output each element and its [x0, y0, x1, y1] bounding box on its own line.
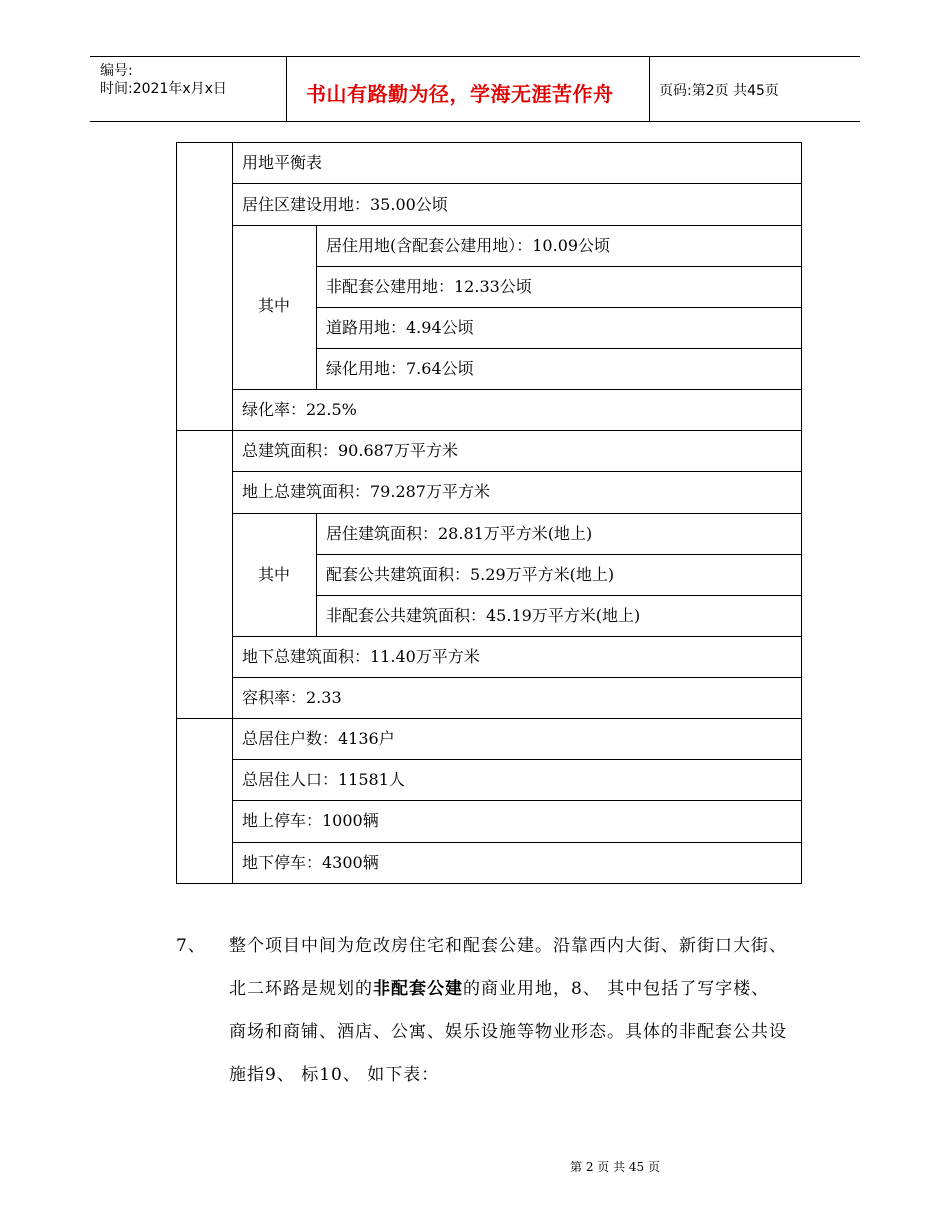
table-border-left: [176, 142, 177, 884]
row-line: [232, 800, 802, 801]
row-line: [232, 677, 802, 678]
row-line: [232, 183, 802, 184]
row-line: [232, 636, 802, 637]
land-item: 非配套公建用地：12.33公顷: [326, 277, 532, 296]
sub-row-line: [316, 307, 802, 308]
household-count: 总居住户数：4136户: [242, 729, 395, 748]
total-floor-area: 总建筑面积：90.687万平方米: [242, 441, 458, 460]
header-top-rule: [90, 56, 860, 57]
page-footer: 第 2 页 共 45 页: [570, 1160, 660, 1174]
paragraph-text: 的商业用地，8、 其中包括了写字楼、: [463, 979, 770, 999]
paragraph-line: 商场和商铺、酒店、公寓、娱乐设施等物业形态。具体的非配套公共设: [229, 1022, 787, 1042]
land-total: 居住区建设用地：35.00公顷: [242, 195, 448, 214]
underground-parking: 地下停车：4300辆: [242, 853, 379, 872]
area-group-divider: [316, 513, 317, 637]
header-motto: 书山有路勤为径，学海无涯苦作舟: [306, 82, 614, 106]
row-line: [232, 842, 802, 843]
row-line: [232, 513, 802, 514]
doc-time-label: 时间:2021年x月x日: [100, 81, 227, 97]
floor-area-ratio: 容积率：2.33: [242, 688, 342, 707]
area-group-label: 其中: [258, 565, 291, 584]
paragraph-bold-term: 非配套公建: [373, 979, 463, 999]
row-line: [232, 759, 802, 760]
underground-area: 地下总建筑面积：11.40万平方米: [242, 647, 480, 666]
section-divider-1: [176, 430, 802, 431]
paragraph-line: 整个项目中间为危改房住宅和配套公建。沿靠西内大街、新街口大街、: [229, 936, 787, 956]
green-rate: 绿化率：22.5%: [242, 400, 357, 419]
above-ground-area: 地上总建筑面积：79.287万平方米: [242, 482, 490, 501]
land-item: 居住用地(含配套公建用地）：10.09公顷: [326, 236, 611, 255]
header-divider-right: [649, 56, 650, 122]
row-line: [232, 225, 802, 226]
sub-row-line: [316, 348, 802, 349]
doc-number-label: 编号:: [100, 63, 133, 79]
header-divider-left: [286, 56, 287, 122]
page-indicator: 页码:第2页 共45页: [659, 83, 779, 99]
land-group-label: 其中: [258, 296, 291, 315]
above-ground-parking: 地上停车：1000辆: [242, 811, 379, 830]
sub-row-line: [316, 554, 802, 555]
paragraph-line: [229, 974, 769, 999]
area-item: 居住建筑面积：28.81万平方米(地上): [326, 524, 593, 543]
paragraph-line: 施指9、 标10、 如下表：: [229, 1065, 440, 1085]
paragraph-text: 北二环路是规划的: [229, 979, 373, 999]
land-table-title: 用地平衡表: [242, 153, 323, 172]
land-item: 绿化用地：7.64公顷: [326, 359, 474, 378]
sub-row-line: [316, 595, 802, 596]
population-count: 总居住人口：11581人: [242, 770, 405, 789]
header-bottom-rule: [90, 121, 860, 122]
area-item: 配套公共建筑面积：5.29万平方米(地上): [326, 565, 615, 584]
area-item: 非配套公共建筑面积：45.19万平方米(地上): [326, 606, 641, 625]
sub-row-line: [316, 266, 802, 267]
table-border-bottom: [176, 883, 802, 884]
paragraph-number: 7、: [176, 936, 206, 956]
land-item: 道路用地：4.94公顷: [326, 318, 474, 337]
section-divider-2: [176, 718, 802, 719]
row-line: [232, 389, 802, 390]
table-border-top: [176, 142, 802, 143]
row-line: [232, 471, 802, 472]
